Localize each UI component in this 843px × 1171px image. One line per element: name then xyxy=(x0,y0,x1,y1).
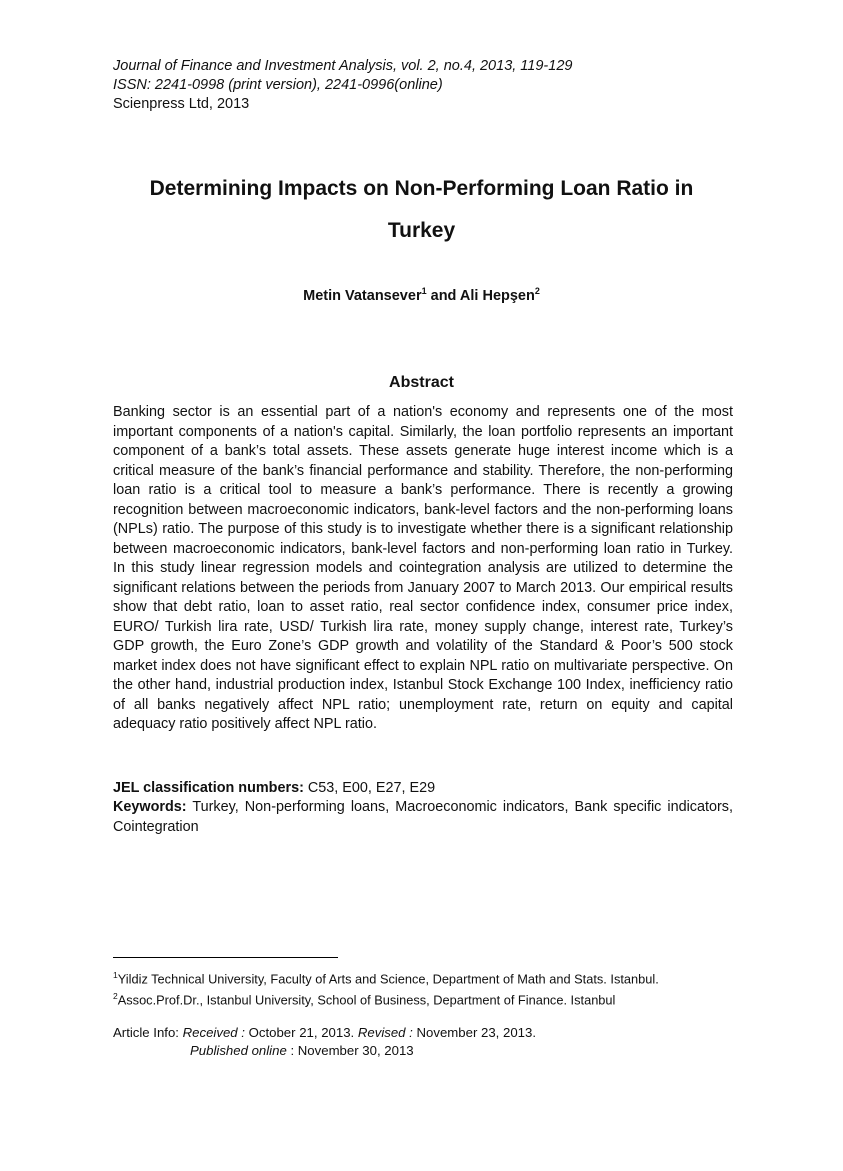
published-date: : November 30, 2013 xyxy=(286,1043,414,1058)
issn-line: ISSN: 2241-0998 (print version), 2241-0996(online) xyxy=(113,77,443,93)
received-date: October 21, 2013. xyxy=(248,1025,358,1040)
author-2-footnote-mark: 2 xyxy=(534,286,540,296)
author-line xyxy=(0,286,843,304)
publisher-line: Scienpress Ltd, 2013 xyxy=(113,96,250,112)
article-info-dates xyxy=(113,1024,536,1042)
jel-label: JEL classification numbers: xyxy=(113,780,304,796)
author-1-footnote-mark: 1 xyxy=(421,286,427,296)
article-info xyxy=(113,1024,536,1060)
abstract-heading: Abstract xyxy=(389,374,454,391)
keywords-value: Turkey, Non-performing loans, Macroeconomic indicators, Bank specific indicators, Cointegration xyxy=(113,799,733,835)
author-connector: and xyxy=(426,287,460,304)
title-line-2: Turkey xyxy=(387,219,456,242)
abstract-text: Banking sector is an essential part of a nation's economy and represents one of the most important components of a nation's capital. Similarly, the loan portfolio represents an important component of a bank’s total assets. These assets generate huge interest income which is a critical measure of the bank’s financial performance and stability. Therefore, the non-performing loan ratio is a critical tool to measure a bank’s performance. There is recently a growing recognition between macroeconomic indicators, bank-level factors and the non-performing loans (NPLs) ratio. The purpose of this study is to investigate whether there is a significant relationship between macroeconomic indicators, bank-level factors and non-performing loan ratio in Turkey. In this study linear regression models and cointegration analysis are utilized to determine the significant relations between the periods from January 2007 to March 2013. Our empirical results show that debt ratio, loan to asset ratio, real sector confidence index, consumer price index, EURO/ Turkish lira rate, USD/ Turkish lira rate, money supply change, interest rate, Turkey’s GDP growth, the Euro Zone’s GDP growth and volatility of the Standard & Poor’s 500 stock market index does not have significant effect to explain NPL ratio on multivariate perspective. On the other hand, industrial production index, Istanbul Stock Exchange 100 Index, inefficiency ratio of all banks negatively affect NPL ratio; unemployment rate, return on equity and capital adequacy ratio positively affect NPL ratio. xyxy=(113,404,733,732)
article-info-label: Article Info: xyxy=(113,1025,183,1040)
published-label: Published online xyxy=(190,1043,287,1058)
keywords-label: Keywords: xyxy=(113,799,187,815)
published-line xyxy=(113,1042,536,1060)
footnote-1-text: Yildiz Technical University, Faculty of Arts and Science, Department of Math and Stats. Istanbul. xyxy=(117,971,659,987)
journal-header xyxy=(113,57,572,114)
footnote-2-mark: 2 xyxy=(113,991,118,1001)
jel-classification xyxy=(113,779,733,799)
keywords xyxy=(113,798,733,837)
footnote-2 xyxy=(113,987,615,1009)
footnote-2-text: Assoc.Prof.Dr., Istanbul University, School of Business, Department of Finance. Istanbul xyxy=(117,992,616,1008)
footnote-divider xyxy=(113,957,338,958)
jel-value: C53, E00, E27, E29 xyxy=(303,780,436,796)
revised-date: November 23, 2013. xyxy=(416,1025,537,1040)
footnote-1 xyxy=(113,966,659,988)
received-label: Received : xyxy=(182,1025,249,1040)
revised-label: Revised : xyxy=(357,1025,417,1040)
journal-citation: Journal of Finance and Investment Analysis, vol. 2, no.4, 2013, 119-129 xyxy=(113,58,573,74)
author-1: Metin Vatansever xyxy=(303,287,422,304)
author-2: Ali Hepşen xyxy=(459,287,535,304)
title-line-1: Determining Impacts on Non-Performing Loan Ratio in xyxy=(149,177,694,200)
footnote-1-mark: 1 xyxy=(113,970,118,980)
paper-title xyxy=(80,168,763,252)
